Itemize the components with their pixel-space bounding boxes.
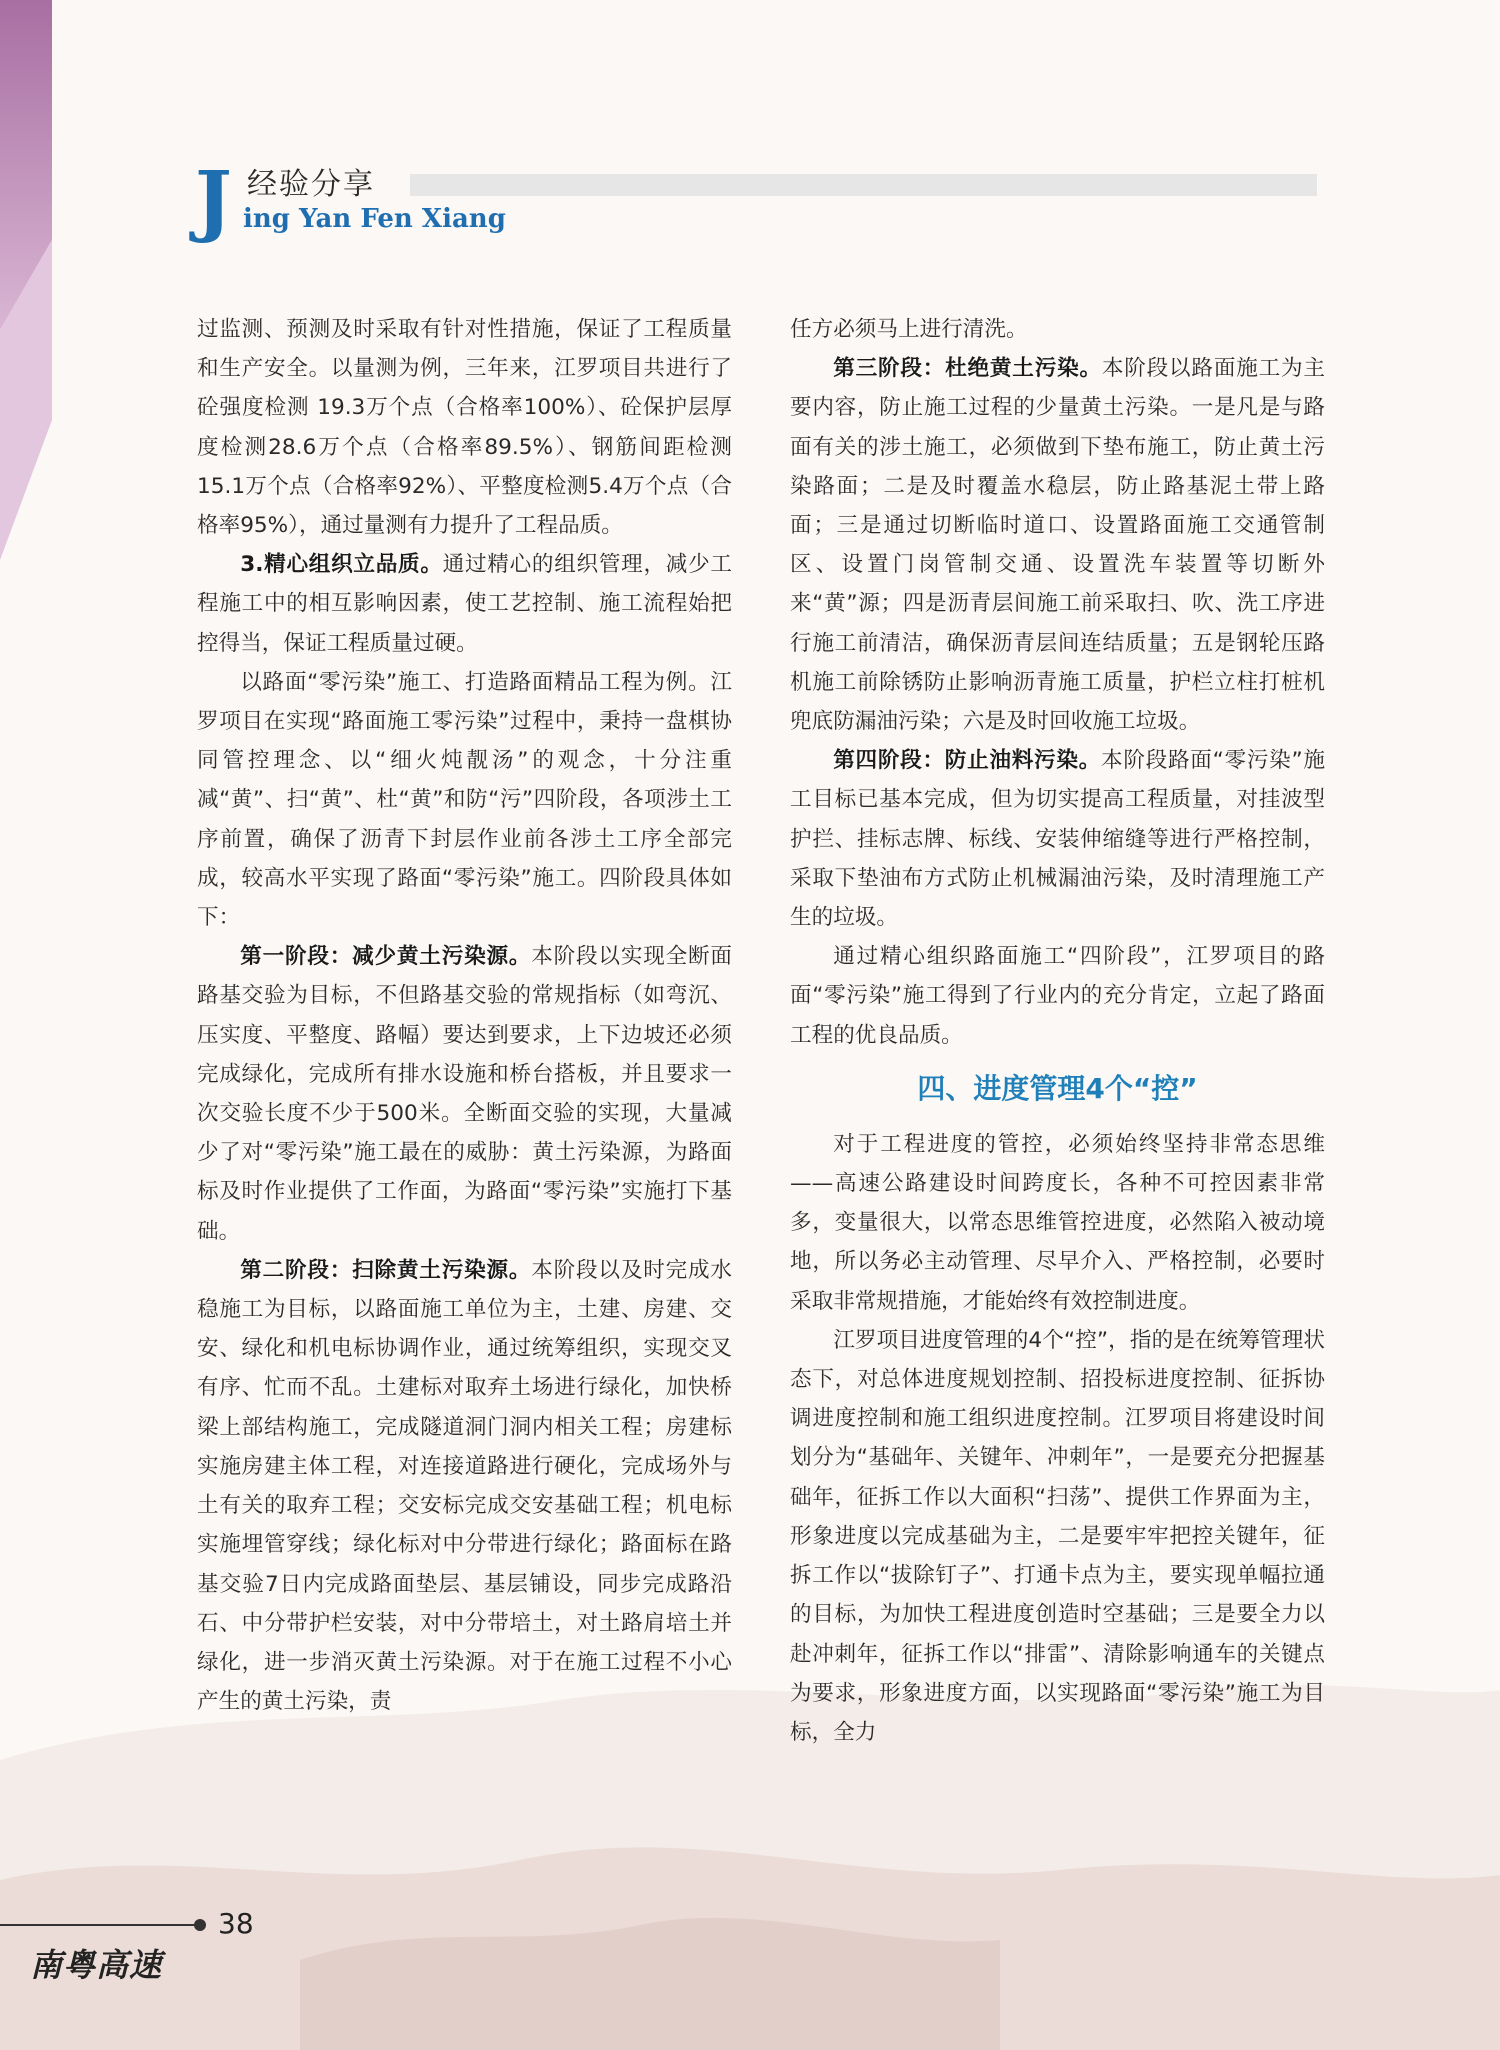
paragraph	[790, 349, 1325, 741]
paragraph-lead: 第二阶段：扫除黄土污染源。	[240, 1257, 532, 1283]
paragraph	[790, 937, 1325, 1055]
paragraph-text: 本阶段以实现全断面路基交验为目标，不但路基交验的常规指标（如弯沉、压实度、平整度、路幅）要达到要求，上下边坡还必须完成绿化，完成所有排水设施和桥台搭板，并且要求一次交验长度不少于500米。全断面交验的实现，大量减少了对“零污染”施工最在的威胁：黄土污染源，为路面标及时作业提供了工作面，为路面“零污染”实施打下基础。	[197, 944, 732, 1244]
paragraph-text: 通过精心组织路面施工“四阶段”，江罗项目的路面“零污染”施工得到了行业内的充分肯定，立起了路面工程的优良品质。	[790, 944, 1325, 1048]
right-column-bottom	[790, 1125, 1325, 1752]
section-heading: 四、进度管理4个“控”	[917, 1071, 1198, 1105]
section-header	[195, 155, 1325, 246]
paragraph-text: 过监测、预测及时采取有针对性措施，保证了工程质量和生产安全。以量测为例，三年来，江罗项目共进行了砼强度检测 19.3万个点（合格率100%）、砼保护层厚度检测28.6万个点（合格率89.5%）、钢筋间距检测15.1万个点（合格率92%）、平整度检测5.4万个点（合格率95%），通过量测有力提升了工程品质。	[197, 317, 732, 539]
paragraph-text: 对于工程进度的管控，必须始终坚持非常态思维——高速公路建设时间跨度长，各种不可控因素非常多，变量很大，以常态思维管控进度，必然陷入被动境地，所以务必主动管理、尽早介入、严格控制，必要时采取非常规措施，才能始终有效控制进度。	[790, 1131, 1325, 1314]
paragraph	[790, 310, 1325, 349]
paragraph-text: 任方必须马上进行清洗。	[790, 317, 1028, 342]
header-big-letter: J	[195, 155, 232, 246]
paragraph	[197, 937, 732, 1251]
paragraph	[790, 1321, 1325, 1752]
paragraph	[197, 545, 732, 663]
paragraph	[790, 741, 1325, 937]
paragraph	[790, 1125, 1325, 1321]
paragraph-lead: 第三阶段：杜绝黄土污染。	[833, 356, 1102, 382]
paragraph-lead: 第四阶段：防止油料污染。	[833, 748, 1102, 774]
paragraph	[197, 663, 732, 937]
paragraph-lead: 第一阶段：减少黄土污染源。	[240, 944, 532, 970]
right-column-top	[790, 310, 1325, 1055]
footer-dot	[194, 1919, 206, 1931]
header-title-zh: 经验分享	[247, 167, 375, 202]
right-column	[790, 310, 1325, 1752]
header-title-en: ing Yan Fen Xiang	[243, 204, 506, 234]
paragraph	[197, 310, 732, 545]
header-bar	[410, 174, 1317, 196]
paragraph-text: 以路面“零污染”施工、打造路面精品工程为例。江罗项目在实现“路面施工零污染”过程中，秉持一盘棋协同管控理念、以“细火炖靓汤”的观念，十分注重减“黄”、扫“黄”、杜“黄”和防“污”四阶段，各项涉土工序前置，确保了沥青下封层作业前各涉土工序全部完成，较高水平实现了路面“零污染”施工。四阶段具体如下：	[197, 669, 732, 931]
paragraph-lead: 3.精心组织立品质。	[240, 552, 443, 578]
paragraph	[197, 1251, 732, 1721]
paragraph-text: 通过精心的组织管理，减少工程施工中的相互影响因素，使工艺控制、施工流程始把控得当，保证工程质量过硬。	[197, 552, 732, 656]
paragraph-text: 本阶段以及时完成水稳施工为目标，以路面施工单位为主，土建、房建、交安、绿化和机电标协调作业，通过统筹组织，实现交叉有序、忙而不乱。土建标对取弃土场进行绿化，加快桥梁上部结构施工，完成隧道洞门洞内相关工程；房建标实施房建主体工程，对连接道路进行硬化，完成场外与土有关的取弃工程；交安标完成交安基础工程；机电标实施埋管穿线；绿化标对中分带进行绿化；路面标在路基交验7日内完成路面垫层、基层铺设，同步完成路沿石、中分带护栏安装，对中分带培土，对土路肩培土并绿化，进一步消灭黄土污染源。对于在施工过程不小心产生的黄土污染，责	[197, 1257, 732, 1715]
left-column	[197, 310, 732, 1721]
page-number: 38	[218, 1907, 254, 1940]
paragraph-text: 江罗项目进度管理的4个“控”，指的是在统筹管理状态下，对总体进度规划控制、招投标进度控制、征拆协调进度控制和施工组织进度控制。江罗项目将建设时间划分为“基础年、关键年、冲刺年”，一是要充分把握基础年，征拆工作以大面积“扫荡”、提供工作界面为主，形象进度以完成基础为主，二是要牢牢把控关键年，征拆工作以“拔除钉子”、打通卡点为主，要实现单幅拉通的目标，为加快工程进度创造时空基础；三是要全力以赴冲刺年，征拆工作以“排雷”、清除影响通车的关键点为要求，形象进度方面，以实现路面“零污染”施工为目标，全力	[790, 1327, 1325, 1745]
magazine-logo: 南粤高速	[30, 1946, 163, 1984]
page-footer	[0, 1900, 400, 2020]
paragraph-text: 本阶段以路面施工为主要内容，防止施工过程的少量黄土污染。一是凡是与路面有关的涉土施工，必须做到下垫布施工，防止黄土污染路面；二是及时覆盖水稳层，防止路基泥土带上路面；三是通过切断临时道口、设置路面施工交通管制区、设置门岗管制交通、设置洗车装置等切断外来“黄”源；四是沥青层间施工前采取扫、吹、洗工序进行施工前清洁，确保沥青层间连结质量；五是钢轮压路机施工前除锈防止影响沥青施工质量，护栏立柱打桩机兜底防漏油污染；六是及时回收施工垃圾。	[790, 356, 1325, 735]
footer-line	[0, 1924, 198, 1926]
paragraph-text: 本阶段路面“零污染”施工目标已基本完成，但为切实提高工程质量，对挂波型护拦、挂标志牌、标线、安装伸缩缝等进行严格控制，采取下垫油布方式防止机械漏油污染，及时清理施工产生的垃圾。	[790, 748, 1325, 931]
